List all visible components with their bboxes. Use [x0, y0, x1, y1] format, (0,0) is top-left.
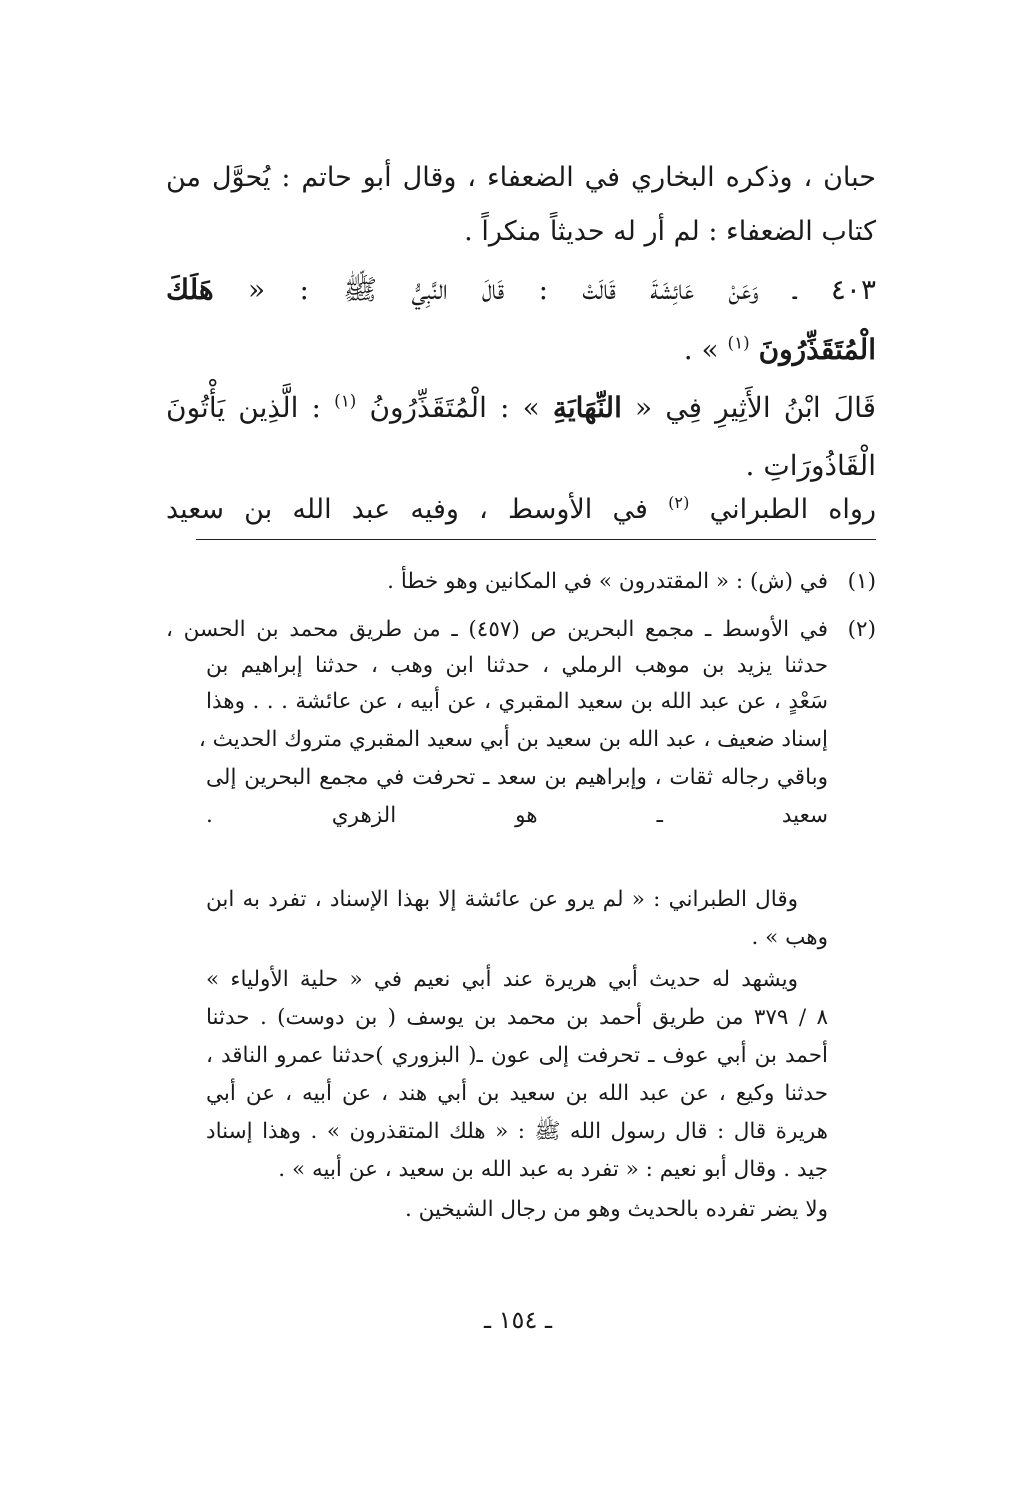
nihaya-title: النِّهَايَةِ [552, 391, 622, 424]
footnote-1 [166, 566, 876, 598]
footnote-para-line: وقال الطبراني : « لم يرو عن عائشة إلا بهذا الإسناد ، تفرد به ابن [206, 887, 798, 912]
intro-line-1: حبان ، وذكره البخاري في الضعفاء ، وقال أبو حاتم : يُحوَّل من [166, 162, 876, 193]
footnote-para-line: وهب » . [751, 925, 828, 950]
footnote-1-text: في (ش) : « المقتدرون » في المكانين وهو خطأ . [387, 569, 828, 594]
footnote-2-first-line [166, 614, 876, 646]
hadith-suffix: » . [683, 333, 719, 366]
footnote-2-text: في الأوسط ـ مجمع البحرين ص (٤٥٧) ـ من طريق محمد بن الحسن ، [166, 617, 828, 642]
footnote-ref-1b: (١) [334, 390, 357, 411]
footnote-divider [196, 539, 876, 540]
footnote-para-line: ٨ / ٣٧٩ من طريق أحمد بن محمد بن يوسف ( بن دوست) . حدثنا [206, 1005, 828, 1030]
footnote-2-line: وباقي رجاله ثقات ، وإبراهيم بن سعد ـ تحرفت في مجمع البحرين إلى [206, 765, 828, 790]
ibn-athir-text-a: قَالَ ابْنُ الأَثِيرِ فِي « [635, 391, 877, 424]
riwaya-text-b: في الأوسط ، وفيه عبد الله بن سعيد [166, 494, 648, 525]
footnote-1-number: (١) [847, 569, 876, 594]
footnote-para-line: هريرة قال : قال رسول الله ﷺ : « هلك المتقذرون » . وهذا إسناد [206, 1119, 828, 1144]
ibn-athir-line-1 [166, 388, 876, 428]
footnote-para-line: ولا يضر تفرده بالحديث وهو من رجال الشيخين . [404, 1197, 828, 1222]
footnote-2-line: حدثنا يزيد بن موهب الرملي ، حدثنا ابن وهب ، حدثنا إبراهيم بن [206, 653, 828, 678]
intro-line-2: كتاب الضعفاء : لم أر له حديثاً منكراً . [464, 216, 876, 247]
footnote-ref-1: (١) [727, 332, 750, 353]
footnote-para-line: أحمد بن أبي عوف ـ تحرفت إلى عون ـ( البزوري )حدثنا عمرو الناقد ، [206, 1043, 828, 1068]
ibn-athir-text-b: » : الْمُتَقَذِّرُونُ [369, 391, 540, 424]
footnote-ref-2: (٢) [668, 493, 690, 512]
footnote-para-line: ويشهد له حديث أبي هريرة عند أبي نعيم في « حلية الأولياء » [206, 967, 798, 992]
footnote-para-line: جيد . وقال أبو نعيم : « تفرد به عبد الله بن سعيد ، عن أبيه » . [278, 1157, 828, 1182]
footnote-2-line: سَعْدٍ ، عن عبد الله بن سعيد المقبري ، عن أبيه ، عن عائشة . . . وهذا [206, 689, 828, 714]
riwaya-text-a: رواه الطبراني [709, 494, 876, 525]
hadith-bold-word-2: الْمُتَقَذِّرُونَ [758, 333, 876, 366]
footnote-2-line: إسناد ضعيف ، عبد الله بن سعيد بن أبي سعيد المقبري متروك الحديث ، [198, 727, 828, 752]
ibn-athir-line-2: الْقَاذُورَاتِ . [745, 449, 876, 482]
hadith-line-2 [166, 330, 876, 370]
page-number: ـ ١٥٤ ـ [483, 1306, 552, 1334]
hadith-prefix: ٤٠٣ ـ وَعَنْ عَائِشَةَ قَالَتْ : قَالَ النَّبِيُّ ﷺ : « [248, 273, 876, 306]
hadith-bold-word: هَلَكَ [166, 273, 214, 306]
hadith-line-1 [166, 270, 876, 310]
riwaya-line [166, 490, 876, 530]
footnote-para-line: حدثنا وكيع ، عن عبد الله بن سعيد بن أبي هند ، عن أبيه ، عن أبي [206, 1081, 828, 1106]
footnote-2-number: (٢) [847, 617, 876, 642]
ibn-athir-text-c: : الَّذِين يَأْتُونَ [166, 391, 321, 424]
footnote-2-line: سعيد ـ هو الزهري . [206, 803, 828, 828]
